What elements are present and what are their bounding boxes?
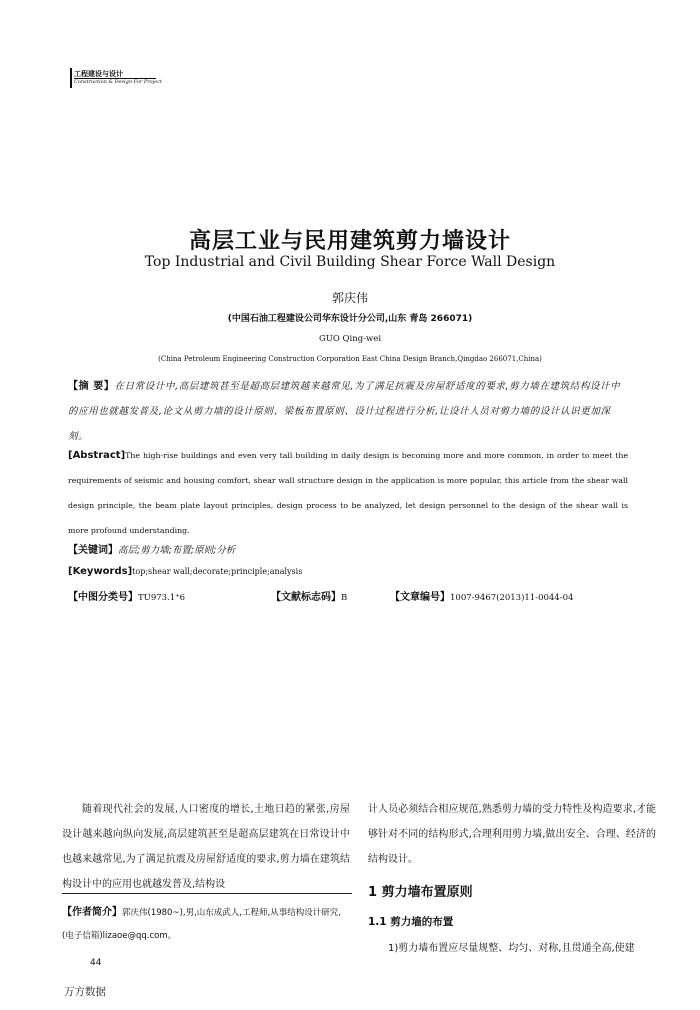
header-bar (70, 68, 72, 88)
keywords-cn (68, 541, 628, 556)
article-value: 1007-9467(2013)11-0044-04 (450, 593, 574, 603)
watermark: 万方数据 (64, 986, 106, 998)
section-heading-1: 1 剪力墙布置原则 (368, 885, 473, 900)
journal-name-en: Construction & Design For Project (74, 79, 162, 85)
journal-name-cn: 工程建设与设计 (74, 70, 123, 78)
keywords-cn-text: 高层;剪力墙;布置;原则;分析 (118, 545, 236, 556)
abstract-cn-text: 在日常设计中,高层建筑甚至是超高层建筑越来越常见,为了满足抗震及房屋舒适度的要求,剪力墙在建筑结构设计中的应用也就越发普及,论文从剪力墙的设计原则、梁板布置原则、设计过程进行分析,让设计人员对剪力墙的设计认识更加深刻。 (68, 381, 621, 442)
affiliation-cn: (中国石油工程建设公司华东设计分公司,山东 青岛 266071) (227, 314, 473, 324)
keywords-en-text: top;shear wall;decorate;principle;analysis (132, 567, 303, 576)
keywords-en-label: [Keywords] (68, 566, 133, 577)
abstract-en-text: The high-rise buildings and even very tall building in daily design is becoming more and more common, in order to meet the requirements of seismic and housing comfort, shear wall structure design in the application is more popular, this article from the shear wall design principle, the beam plate layout principles, design process to be analyzed, let design personnel to the design of the shear wall is more profound understanding. (68, 451, 628, 535)
article-number (390, 588, 573, 603)
keywords-en (68, 566, 628, 577)
author-note-text: 郭庆伟(1980~),男,山东成武人,工程师,从事结构设计研究,(电子信箱)lizaoe@qq.com。 (62, 908, 341, 941)
author-note-label: 【作者简介】 (62, 907, 122, 918)
doc-label: 【文献标志码】 (271, 592, 341, 603)
doc-code (271, 588, 347, 603)
clc-value: TU973.1⁺6 (138, 593, 186, 603)
abstract-en (68, 443, 628, 543)
abstract-cn-label: 【摘 要】 (68, 381, 115, 392)
footnote-rule (62, 893, 352, 894)
intro-paragraph-continued: 计人员必须结合相应规范,熟悉剪力墙的受力特性及构造要求,才能够针对不同的结构形式,合理利用剪力墙,做出安全、合理、经济的结构设计。 (368, 804, 656, 865)
doc-value: B (341, 593, 348, 603)
title-cn: 高层工业与民用建筑剪力墙设计 (188, 229, 511, 254)
article-label: 【文章编号】 (390, 592, 450, 603)
title-en: Top Industrial and Civil Building Shear Force Wall Design (144, 254, 556, 270)
intro-paragraph: 随着现代社会的发展,人口密度的增长,土地日趋的紧张,房屋设计越来越向纵向发展,高层建筑甚至是超高层建筑在日常设计中也越来越常见,为了满足抗震及房屋舒适度的要求,剪力墙在建筑结构设计中的应用也就越发普及,结构设 (62, 804, 350, 890)
section-heading-1-1: 1.1 剪力墙的布置 (368, 916, 454, 928)
page-number: 44 (90, 958, 102, 968)
list-item-1: 1)剪力墙布置应尽量规整、均匀、对称,且贯通全高,使建 (388, 943, 635, 954)
abstract-cn (68, 374, 628, 449)
author-cn: 郭庆伟 (331, 291, 368, 305)
abstract-en-label: [Abstract] (68, 450, 126, 461)
keywords-cn-label: 【关键词】 (68, 545, 118, 556)
author-note (62, 901, 350, 948)
body-column-right (368, 797, 656, 961)
affiliation-en: (China Petroleum Engineering Construction Corporation East China Design Branch,Qingdao 266071,China) (158, 355, 542, 363)
body-column-left (62, 797, 350, 948)
author-en: GUO Qing-wei (318, 334, 382, 344)
clc-label: 【中图分类号】 (68, 592, 138, 603)
clc-code (68, 588, 185, 603)
